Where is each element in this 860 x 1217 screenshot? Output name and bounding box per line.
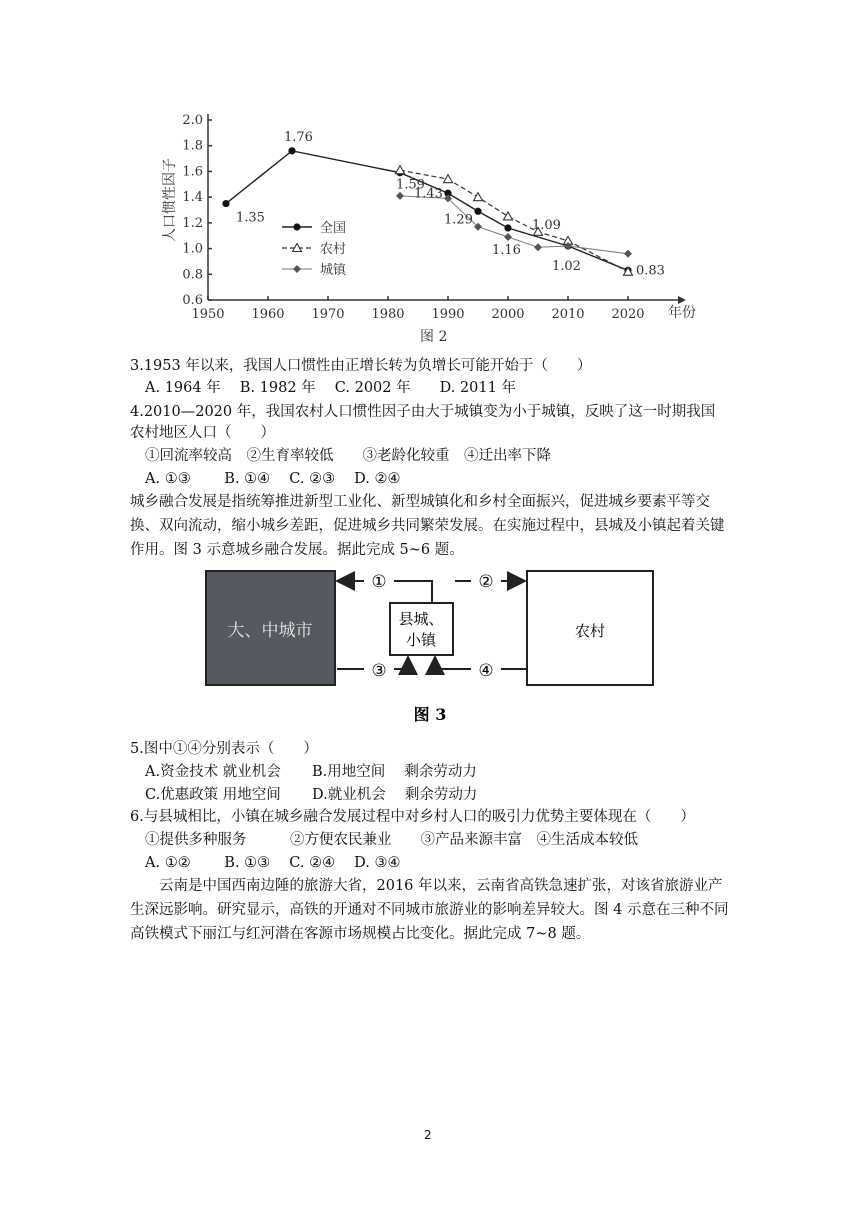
series-0-point [474,208,481,215]
q4-stem-line2: 农村地区人口（ ） [130,425,275,441]
series-0-point [288,147,295,154]
series-1-point [504,212,513,220]
x-tick-label: 1970 [311,307,345,322]
passage-yunnan: 云南是中国西南边陲的旅游大省，2016 年以来，云南省高铁急速扩张，对该省旅游业产生深远影响。研究显示，高铁的开通对不同城市旅游业的影响差异较大。图 4 示意在三种不同高铁模式下丽江与红河潜在客源市场规模占比变化。据此完成 7~8 题。 [130,878,729,942]
data-label: 1.09 [532,218,561,233]
chart-caption: 图 2 [420,329,448,345]
q4-items: ①回流率较高 ②生育率较低 ③老龄化较重 ④迁出率下降 [145,448,551,464]
q6-options: A. ①② B. ①③ C. ②④ D. ③④ [145,855,401,871]
q6-items: ①提供多种服务 ②方便农民兼业 ③产品来源丰富 ④生活成本较低 [145,832,638,848]
data-label: 1.59 [396,177,425,193]
y-tick-label: 0.6 [182,293,203,308]
data-label: 1.29 [444,212,473,228]
chart-ylabel: 人口惯性因子 [162,158,178,242]
q5-option-d: D.就业机会 剩余劳动力 [312,787,478,803]
series-1-point [474,193,483,201]
y-tick-label: 2.0 [182,113,203,128]
q5-option-c: C.优惠政策 用地空间 [145,787,281,803]
data-label: 0.83 [636,263,665,279]
y-tick-label: 0.8 [182,267,203,283]
series-0-point [222,200,229,207]
y-tick-label: 1.4 [182,190,203,206]
q4-options: A. ①③ B. ①④ C. ②③ D. ②④ [145,471,401,487]
x-tick-label: 1990 [431,307,465,322]
series-2-point [534,243,542,251]
village-label: 农村 [574,622,606,640]
urban-rural-diagram [200,565,665,727]
marker-3: ③ [371,661,387,681]
q3-stem: 3.1953 年以来，我国人口惯性由正增长转为负增长可能开始于（ ） [130,358,592,374]
y-tick-label: 1.6 [182,164,203,180]
marker-2: ② [478,572,494,592]
series-2-point [624,250,632,258]
legend-marker [293,223,300,230]
marker-4: ④ [478,661,494,681]
y-tick-label: 1.2 [182,215,203,231]
q3-options: A. 1964 年 B. 1982 年 C. 2002 年 D. 2011 年 [145,380,516,396]
x-axis-arrow [678,296,686,304]
x-tick-label: 1960 [251,307,285,322]
page-number: 2 [424,1128,432,1142]
series-0-point [504,224,511,231]
x-tick-label: 2000 [491,307,525,322]
city-label: 大、中城市 [227,621,313,641]
series-2-point [504,233,512,241]
chart-legend [282,221,347,278]
population-inertia-chart [160,100,720,345]
data-label: 1.76 [284,129,313,145]
data-label: 1.35 [236,210,265,226]
data-label: 1.43 [414,186,443,202]
q6-stem: 6.与县城相比，小镇在城乡融合发展过程中对乡村人口的吸引力优势主要体现在（ ） [130,809,695,825]
q5-stem: 5.图中①④分别表示（ ） [130,741,318,757]
series-1-point [396,166,405,174]
chart-series [222,147,632,275]
passage-urban-rural: 城乡融合发展是指统筹推进新型工业化、新型城镇化和乡村全面振兴，促进城乡要素平等交换、双向流动，缩小城乡差距，促进城乡共同繁荣发展。在实施过程中，县城及小镇起着关键作用。图 3 示意城乡融合发展。据此完成 5~6 题。 [130,494,725,558]
y-tick-label: 1.0 [182,241,203,257]
fig3-caption: 图 3 [413,705,447,724]
legend-label: 城镇 [320,263,347,278]
x-tick-label: 1980 [371,307,405,322]
data-label: 1.16 [492,243,521,258]
legend-label: 农村 [320,242,347,257]
y-tick-label: 1.8 [182,138,203,154]
series-line-0 [226,151,628,271]
x-tick-label: 2020 [611,307,645,322]
data-label: 1.02 [552,259,581,274]
town-label-line2: 小镇 [405,631,437,649]
series-1-point [444,175,453,183]
q5-option-a: A.资金技术 就业机会 [145,764,281,780]
chart-xlabel: 年份 [668,305,696,321]
q5-option-b: B.用地空间 剩余劳动力 [312,764,477,780]
marker-1: ① [371,572,387,592]
legend-marker [293,265,301,273]
x-tick-label: 1950 [191,307,225,322]
series-2-point [396,192,404,200]
town-label-line1: 县城、 [398,610,444,628]
x-tick-label: 2010 [551,307,585,322]
q4-stem-line1: 4.2010—2020 年，我国农村人口惯性因子由大于城镇变为小于城镇，反映了这一时期我国 [130,404,716,420]
legend-label: 全国 [320,221,347,236]
